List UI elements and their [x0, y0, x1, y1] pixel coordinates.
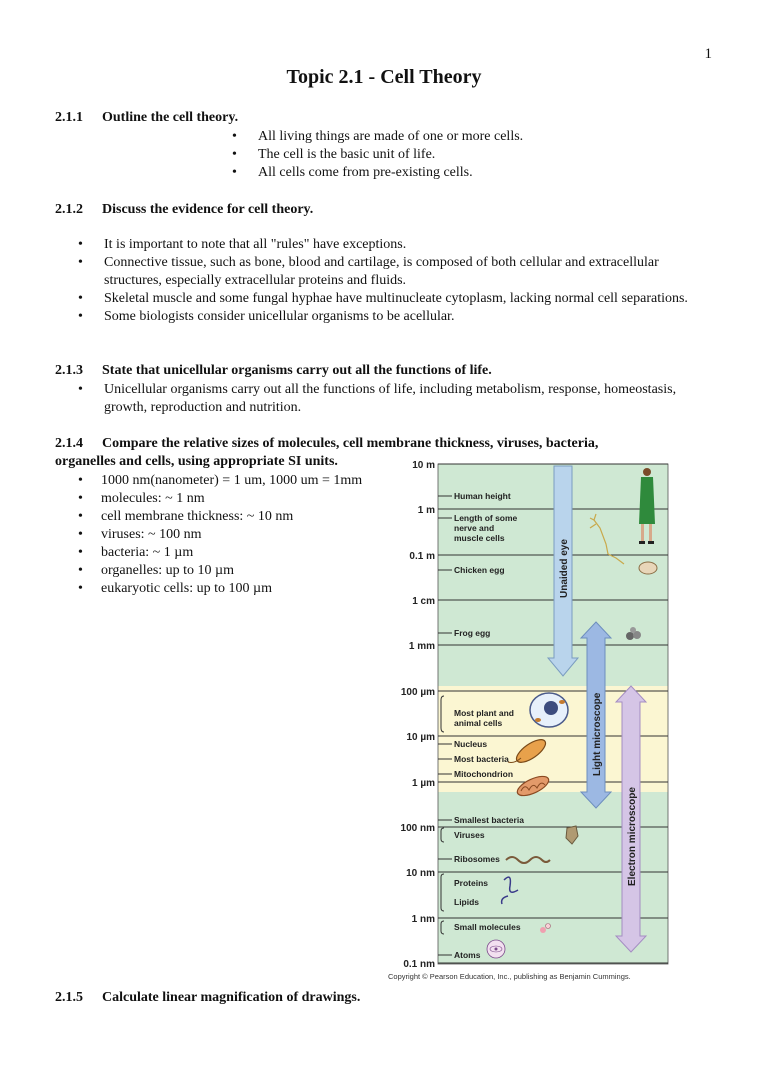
item-plant-cells-line1: Most plant and [454, 708, 514, 718]
scale-label-1m: 1 m [417, 505, 435, 516]
section-title: State that unicellular organisms carry out all the functions of life. [102, 363, 492, 378]
list-item: • cell membrane thickness: ~ 10 nm [78, 508, 398, 526]
section-heading-2-1-5 [55, 990, 360, 1006]
item-nerve-line3: muscle cells [454, 533, 505, 543]
page-title: Topic 2.1 - Cell Theory [286, 66, 482, 88]
section-heading-2-1-1 [55, 110, 238, 126]
item-small-molecules: Small molecules [454, 922, 521, 932]
section-heading-2-1-4-cont: organelles and cells, using appropriate SI units. [55, 454, 338, 469]
item-nerve-line2: nerve and [454, 523, 495, 533]
functions-list [78, 381, 688, 417]
section-number: 2.1.1 [55, 110, 83, 125]
list-item: • It is important to note that all "rules" have exceptions. [78, 236, 688, 254]
scale-label-1mm: 1 mm [408, 641, 435, 652]
item-bacteria: Most bacteria [454, 754, 509, 764]
sizes-list [78, 472, 398, 598]
item-nerve-line1: Length of some [454, 513, 518, 523]
evidence-list [78, 236, 688, 326]
item-human-height: Human height [454, 491, 511, 501]
list-item: • viruses: ~ 100 nm [78, 526, 398, 544]
atom-icon [487, 940, 505, 958]
section-number: 2.1.3 [55, 363, 83, 378]
electron-microscope-label: Electron microscope [627, 787, 638, 886]
list-item: • eukaryotic cells: up to 100 µm [78, 580, 398, 598]
item-atoms: Atoms [454, 950, 481, 960]
item-smallest-bacteria: Smallest bacteria [454, 815, 524, 825]
item-viruses: Viruses [454, 830, 485, 840]
unaided-eye-label: Unaided eye [559, 539, 570, 598]
figure-copyright: Copyright © Pearson Education, Inc., publishing as Benjamin Cummings. [388, 972, 631, 981]
list-item: • organelles: up to 10 µm [78, 562, 398, 580]
page-number: 1 [704, 46, 712, 62]
scale-label-1um: 1 µm [412, 778, 435, 789]
section-title: Outline the cell theory. [102, 110, 239, 125]
animal-cell-icon [530, 693, 568, 727]
item-ribosomes: Ribosomes [454, 854, 500, 864]
scale-label-0-1nm: 0.1 nm [403, 959, 435, 970]
list-item: • 1000 nm(nanometer) = 1 um, 1000 um = 1mm [78, 472, 398, 490]
scale-label-10um: 10 µm [406, 732, 435, 743]
item-plant-cells-line2: animal cells [454, 718, 503, 728]
scale-label-10m: 10 m [412, 460, 435, 471]
list-item: • All living things are made of one or more cells. [232, 128, 523, 146]
section-heading-2-1-3 [55, 363, 492, 379]
size-scale-figure [386, 458, 686, 988]
list-item: • Skeletal muscle and some fungal hyphae have multinucleate cytoplasm, lacking normal cell separations. [78, 290, 688, 308]
item-chicken-egg: Chicken egg [454, 565, 505, 575]
item-frog-egg: Frog egg [454, 628, 491, 638]
list-item: • Some biologists consider unicellular organisms to be acellular. [78, 308, 688, 326]
scale-label-10nm: 10 nm [406, 868, 435, 879]
list-item: • Connective tissue, such as bone, blood and cartilage, is composed of both cellular and extracellular structures, especially extracellular proteins and fluids. [78, 254, 688, 290]
scale-label-1nm: 1 nm [411, 914, 435, 925]
section-title: Calculate linear magnification of drawings. [102, 990, 361, 1005]
list-item: • The cell is the basic unit of life. [232, 146, 523, 164]
section-title: Discuss the evidence for cell theory. [102, 202, 314, 217]
chicken-egg-icon [639, 562, 657, 574]
section-number: 2.1.5 [55, 990, 83, 1005]
item-mitochondrion: Mitochondrion [454, 769, 514, 779]
item-nucleus: Nucleus [454, 739, 488, 749]
list-item: • molecules: ~ 1 nm [78, 490, 398, 508]
section-heading-2-1-4 [55, 436, 598, 452]
item-lipids: Lipids [454, 897, 480, 907]
section-number: 2.1.2 [55, 202, 83, 217]
scale-label-100um: 100 µm [400, 687, 435, 698]
section-title: Compare the relative sizes of molecules, cell membrane thickness, viruses, bacteria, [102, 436, 599, 451]
scale-label-0-1m: 0.1 m [409, 551, 435, 562]
light-microscope-label: Light microscope [592, 692, 603, 776]
list-item: • bacteria: ~ 1 µm [78, 544, 398, 562]
item-proteins: Proteins [454, 878, 489, 888]
list-item: • All cells come from pre-existing cells. [232, 164, 523, 182]
scale-label-1cm: 1 cm [412, 596, 435, 607]
scale-label-100nm: 100 nm [400, 823, 435, 834]
section-heading-2-1-2 [55, 202, 313, 218]
section-number: 2.1.4 [55, 436, 83, 451]
list-item: • Unicellular organisms carry out all the functions of life, including metabolism, response, homeostasis, growth, reproduction and nutrition. [78, 381, 688, 417]
cell-theory-list [232, 128, 523, 182]
